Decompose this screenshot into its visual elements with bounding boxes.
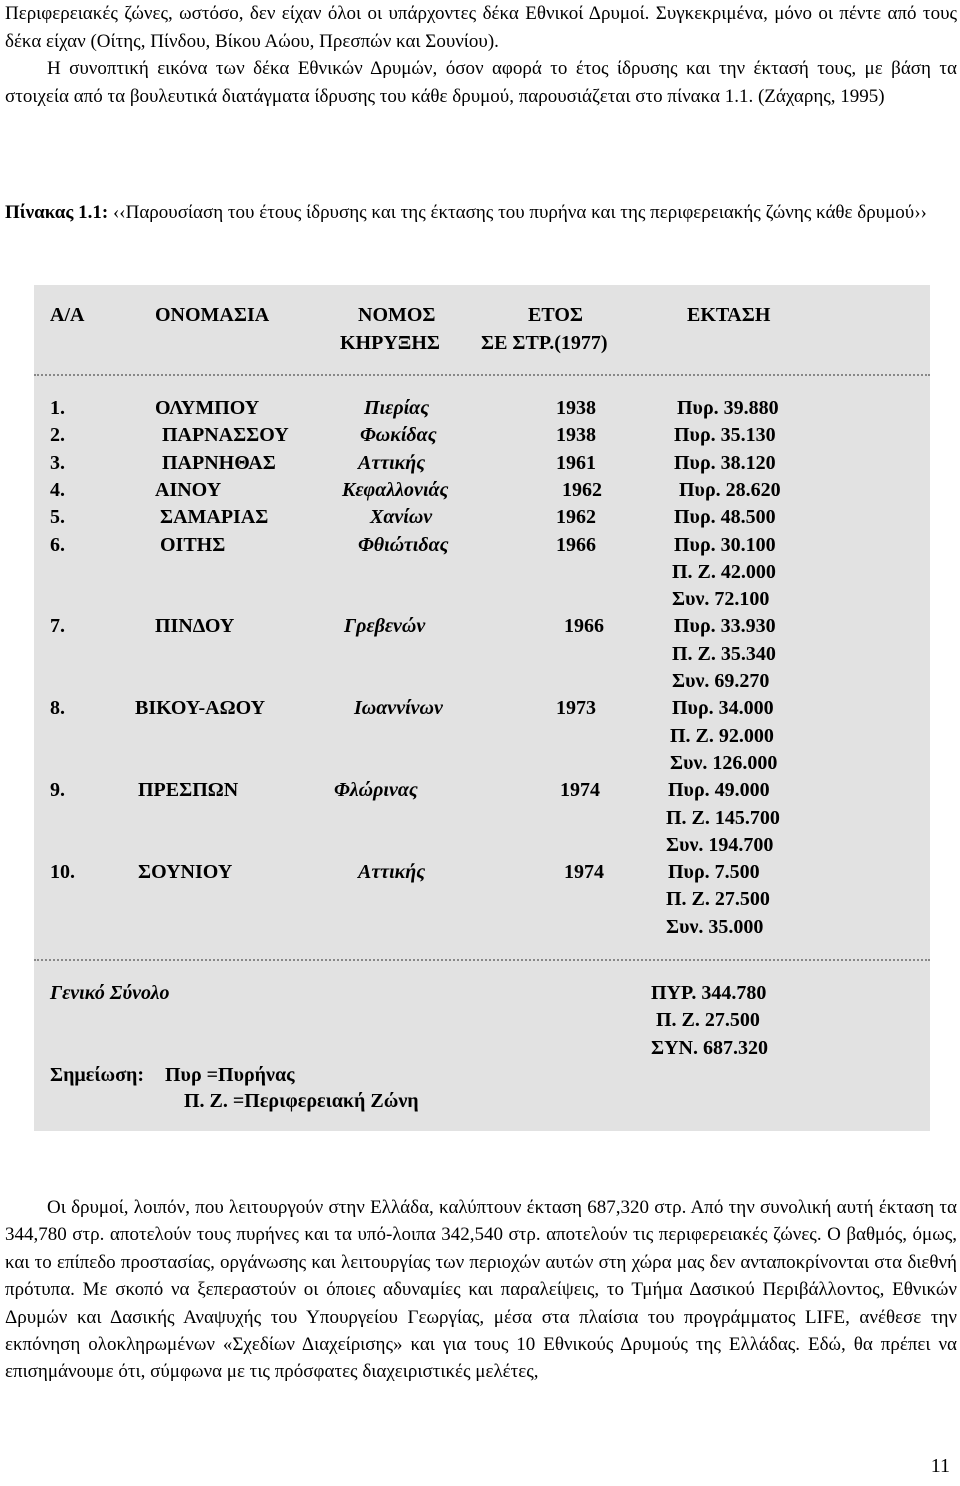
header-nomos: ΝΟΜΟΣ (358, 304, 436, 326)
row-year: 1973 (556, 697, 596, 720)
row-nomos: Ιωαννίνων (354, 697, 443, 720)
row-year: 1966 (556, 533, 596, 556)
row-area: Πυρ. 39.880 (677, 397, 779, 419)
row-name: ΒΙΚΟΥ-ΑΩΟΥ (135, 697, 266, 720)
total-pz: Π. Ζ. 27.500 (656, 1009, 760, 1031)
row-year: 1938 (556, 397, 596, 419)
row-year: 1974 (560, 779, 600, 802)
row-nomos: Φλώρινας (334, 779, 418, 802)
row-area: Πυρ. 30.100 (674, 533, 776, 556)
note-pz: Π. Ζ. =Περιφερειακή Ζώνη (184, 1090, 419, 1112)
row-area: Συν. 126.000 (670, 751, 778, 774)
row-number: 7. (50, 615, 65, 638)
row-area: Συν. 194.700 (666, 833, 774, 856)
row-name: ΑΙΝΟΥ (155, 478, 222, 501)
row-area: Πυρ. 28.620 (679, 478, 781, 501)
row-nomos: Αττικής (358, 861, 426, 884)
row-area: Πυρ. 33.930 (674, 615, 776, 638)
total-syn: ΣΥΝ. 687.320 (651, 1037, 768, 1059)
table-header (34, 285, 930, 365)
row-area: Συν. 72.100 (672, 588, 770, 611)
header-nomos-line2: ΚΗΡΥΞΗΣ (340, 332, 440, 354)
row-nomos: Φωκίδας (360, 424, 437, 447)
row-name: ΠΙΝΔΟΥ (155, 615, 235, 638)
bottom-paragraph: Οι δρυμοί, λοιπόν, που λειτουργούν στην Ελλάδα, καλύπτουν έκταση 687,320 στρ. Από την συνολική αυτή έκταση τα 344,780 στρ. αποτελούν τους πυρήνες και τα υπό-λοιπα 342,540 στρ. αποτελούν τις περιφερειακές ζώνες. Ο βαθμός, όμως, και το επίπεδο προστασίας, οργάνωσης και λειτουργίας των περιοχών αυτών στη χώρα μας δεν ανταποκρίνονται στα διεθνή πρότυπα. Με σκοπό να ξεπεραστούν οι όποιες αδυναμίες και παραλείψεις, το Τμήμα Δασικού Περιβάλλοντος, Εθνικών Δρυμών και Δασικής Αναψυχής του Υπουργείου Γεωργίας, μέσα στα πλαίσια του προγράμματος LIFE, ανέθεσε την εκπόνηση ολοκληρωμένων «Σχεδίων Διαχείρισης» και για τους 10 Εθνικούς Δρυμούς της Ελλάδας. Εδώ, θα πρέπει να επισημάνουμε ότι, σύμφωνα με τις πρόσφατες διαχειριστικές μελέτες, (5, 1197, 957, 1383)
row-area: Συν. 69.270 (672, 670, 770, 692)
page-number: 11 (930, 1455, 950, 1477)
row-area: Πυρ. 38.120 (674, 451, 776, 474)
intro-text (5, 0, 957, 110)
row-name: ΠΑΡΝΗΘΑΣ (162, 451, 276, 474)
table-caption (5, 198, 957, 228)
row-number: 2. (50, 424, 65, 447)
intro-paragraph-2: Η συνοπτική εικόνα των δέκα Εθνικών Δρυμών, όσον αφορά το έτος ίδρυσης και την έκτασή τους, με βάση τα στοιχεία από τα βουλευτικά διατάγματα ίδρυσης του κάθε δρυμού, παρουσιάζεται στο πίνακα 1.1. (Ζάχαρης, 1995) (5, 58, 957, 107)
row-number: 4. (50, 478, 65, 501)
divider-bottom (34, 959, 930, 961)
row-nomos: Πιερίας (364, 397, 430, 419)
row-name: ΟΙΤΗΣ (160, 533, 226, 556)
row-number: 8. (50, 697, 65, 720)
row-area: Πυρ. 34.000 (672, 697, 774, 720)
table-caption-label: Πίνακας 1.1: (5, 202, 109, 223)
header-etos: ΕΤΟΣ (528, 304, 583, 326)
row-number: 5. (50, 506, 65, 529)
row-number: 3. (50, 451, 65, 474)
intro-paragraph-1: Περιφερειακές ζώνες, ωστόσο, δεν είχαν όλοι οι υπάρχοντες δέκα Εθνικοί Δρυμοί. Συγκεκριμένα, μόνο οι πέντε από τους δέκα είχαν (Οίτης, Πίνδου, Βίκου Αώου, Πρεσπών και Σουνίου). (5, 3, 957, 52)
total-pyr: ΠΥΡ. 344.780 (651, 982, 767, 1004)
row-area: Πυρ. 35.130 (674, 424, 776, 447)
header-etos-line2: ΣΕ ΣΤΡ.(1977) (481, 332, 608, 354)
row-area: Συν. 35.000 (666, 915, 764, 938)
row-area: Π. Ζ. 35.340 (672, 642, 776, 665)
row-name: ΣΟΥΝΙΟΥ (138, 861, 233, 884)
header-name: ΟΝΟΜΑΣΙΑ (155, 304, 270, 326)
row-number: 10. (50, 861, 75, 884)
divider-top (34, 374, 930, 376)
total-label: Γενικό Σύνολο (50, 982, 170, 1004)
note-label: Σημείωση: (50, 1064, 145, 1086)
row-year: 1966 (564, 615, 604, 638)
row-area: Πυρ. 49.000 (668, 779, 770, 802)
row-nomos: Κεφαλλονιάς (342, 478, 449, 501)
row-nomos: Γρεβενών (344, 615, 426, 638)
row-nomos: Φθιώτιδας (358, 533, 449, 556)
row-year: 1938 (556, 424, 596, 447)
row-number: 6. (50, 533, 65, 556)
row-area: Π. Ζ. 145.700 (666, 806, 780, 829)
note-pyr: Πυρ =Πυρήνας (165, 1064, 295, 1086)
row-area: Πυρ. 48.500 (674, 506, 776, 529)
row-name: ΠΑΡΝΑΣΣΟΥ (162, 424, 289, 447)
parks-table (34, 285, 930, 1131)
row-name: ΟΛΥΜΠΟΥ (155, 397, 260, 419)
row-number: 1. (50, 397, 65, 419)
row-area: Π. Ζ. 92.000 (670, 724, 774, 747)
row-name: ΣΑΜΑΡΙΑΣ (160, 506, 269, 529)
row-year: 1962 (556, 506, 596, 529)
header-ektasi: ΕΚΤΑΣΗ (687, 304, 771, 326)
row-area: Π. Ζ. 27.500 (666, 888, 770, 911)
row-year: 1962 (562, 478, 602, 501)
row-area: Πυρ. 7.500 (668, 861, 760, 884)
row-year: 1974 (564, 861, 604, 884)
header-aa: Α/Α (50, 304, 85, 326)
row-year: 1961 (556, 451, 596, 474)
row-number: 9. (50, 779, 65, 802)
row-area: Π. Ζ. 42.000 (672, 560, 776, 583)
table-caption-text: ‹‹Παρουσίαση του έτους ίδρυσης και της έκτασης του πυρήνα και της περιφερειακής ζώνης κάθε δρυμού›› (108, 202, 927, 223)
row-name: ΠΡΕΣΠΩΝ (138, 779, 239, 802)
row-nomos: Χανίων (370, 506, 433, 529)
row-nomos: Αττικής (358, 451, 426, 474)
